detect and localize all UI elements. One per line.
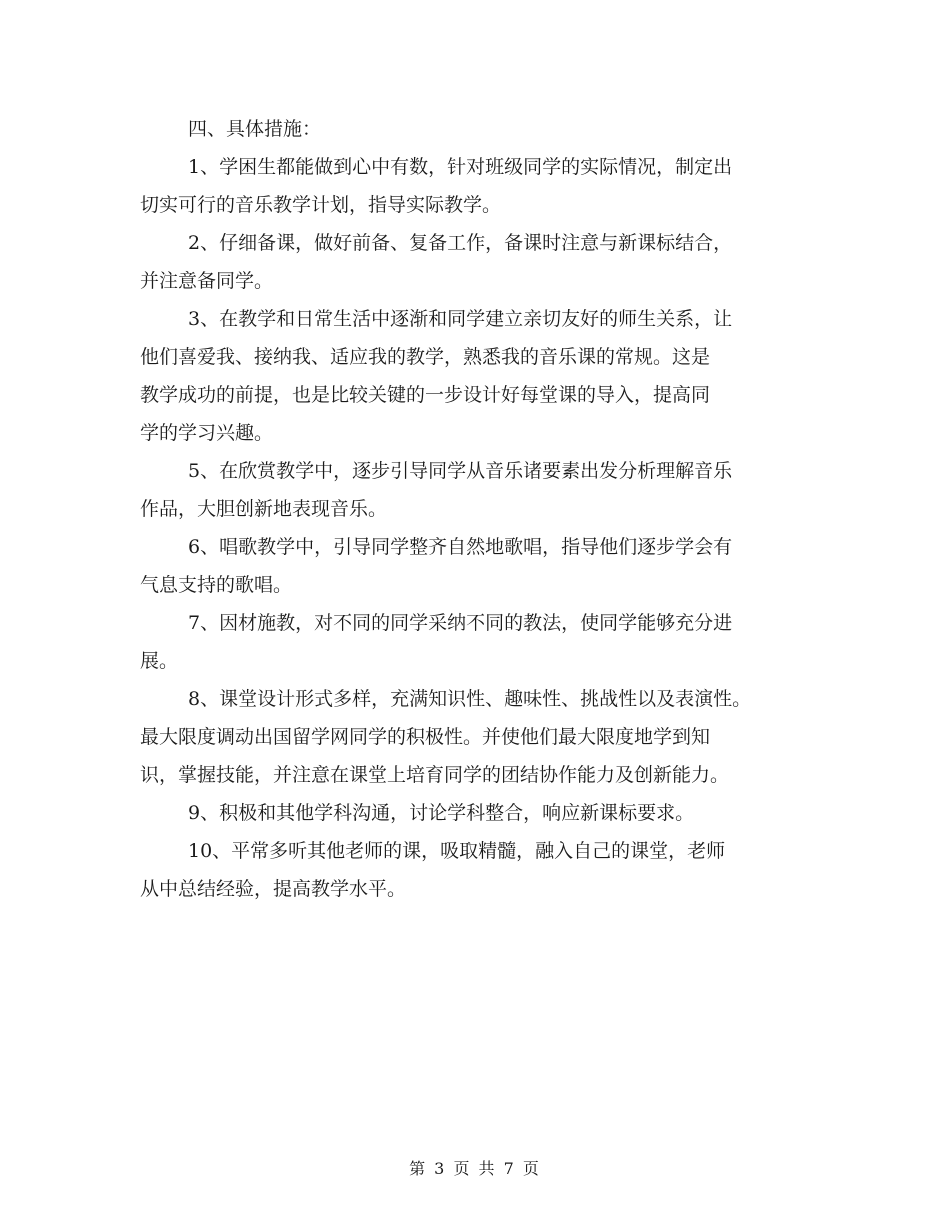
document-body bbox=[140, 110, 820, 908]
paragraph-line: 9、积极和其他学科沟通，讨论学科整合，响应新课标要求。 bbox=[188, 802, 695, 824]
paragraph-3 bbox=[140, 300, 820, 452]
paragraph-6 bbox=[140, 528, 820, 604]
paragraph-line: 学的学习兴趣。 bbox=[140, 422, 274, 444]
paragraph-line: 最大限度调动出国留学网同学的积极性。并使他们最大限度地学到知 bbox=[140, 726, 711, 748]
paragraph-line: 5、在欣赏教学中，逐步引导同学从音乐诸要素出发分析理解音乐 bbox=[188, 460, 733, 482]
paragraph-7 bbox=[140, 604, 820, 680]
page-number-footer: 第 3 页 共 7 页 bbox=[409, 1159, 541, 1178]
paragraph-line: 气息支持的歌唱。 bbox=[140, 574, 293, 596]
paragraph-8 bbox=[140, 680, 820, 794]
section-heading: 四、具体措施： bbox=[188, 118, 322, 140]
paragraph-1 bbox=[140, 148, 820, 224]
paragraph-5 bbox=[140, 452, 820, 528]
paragraph-line: 10、平常多听其他老师的课，吸取精髓，融入自己的课堂，老师 bbox=[188, 840, 726, 862]
paragraph-line: 6、唱歌教学中，引导同学整齐自然地歌唱，指导他们逐步学会有 bbox=[188, 536, 733, 558]
paragraph-line: 7、因材施教，对不同的同学采纳不同的教法，使同学能够充分进 bbox=[188, 612, 733, 634]
paragraph-10 bbox=[140, 832, 820, 908]
paragraph-line: 1、学困生都能做到心中有数，针对班级同学的实际情况，制定出 bbox=[188, 156, 733, 178]
paragraph-9 bbox=[140, 794, 820, 832]
paragraph-line: 并注意备同学。 bbox=[140, 270, 274, 292]
paragraph-line: 从中总结经验，提高教学水平。 bbox=[140, 878, 407, 900]
paragraph-line: 作品，大胆创新地表现音乐。 bbox=[140, 498, 388, 520]
paragraph-2 bbox=[140, 224, 820, 300]
paragraph-line: 3、在教学和日常生活中逐渐和同学建立亲切友好的师生关系，让 bbox=[188, 308, 733, 330]
paragraph-line: 2、仔细备课，做好前备、复备工作，备课时注意与新课标结合， bbox=[188, 232, 733, 254]
paragraph-line: 识，掌握技能，并注意在课堂上培育同学的团结协作能力及创新能力。 bbox=[140, 764, 730, 786]
paragraph-line: 8、课堂设计形式多样，充满知识性、趣味性、挑战性以及表演性。 bbox=[188, 688, 752, 710]
paragraph-line: 教学成功的前提，也是比较关键的一步设计好每堂课的导入，提高同 bbox=[140, 384, 711, 406]
paragraph-line: 切实可行的音乐教学计划，指导实际教学。 bbox=[140, 194, 502, 216]
paragraph-line: 展。 bbox=[140, 650, 179, 672]
paragraph-line: 他们喜爱我、接纳我、适应我的教学，熟悉我的音乐课的常规。这是 bbox=[140, 346, 711, 368]
